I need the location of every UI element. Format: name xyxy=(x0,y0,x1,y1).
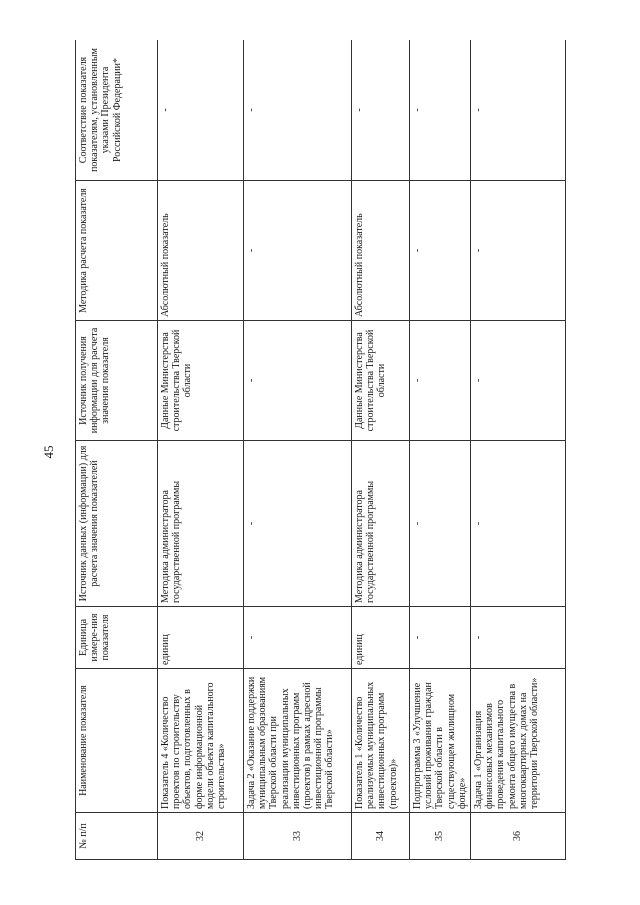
row-method: - xyxy=(470,181,565,321)
row-source-info: Данные Министерства строительства Тверской области xyxy=(352,321,410,441)
row-name: Показатель 1 «Количество реализуемых муниципальных инвестиционных программ (проектов)» xyxy=(352,669,410,813)
row-compliance: - xyxy=(158,40,244,181)
row-compliance: - xyxy=(244,40,352,181)
row-source-data: - xyxy=(470,441,565,607)
rotated-table-area xyxy=(75,40,615,860)
row-name: Подпрограмма 3 «Улучшение условий проживания граждан Тверской области в существующем жилищном фонде» xyxy=(410,669,471,813)
row-method: - xyxy=(244,181,352,321)
row-unit: - xyxy=(244,607,352,669)
row-source-info: Данные Министерства строительства Тверской области xyxy=(158,321,244,441)
table-rotator xyxy=(75,40,615,860)
header-compliance: Соответствие показателя показателям, установленным указами Президента Российской Федерации* xyxy=(76,40,158,181)
row-method: Абсолютный показатель xyxy=(352,181,410,321)
table-row xyxy=(158,40,244,860)
row-unit: единиц xyxy=(158,607,244,669)
row-source-data: Методика администратора государственной программы xyxy=(158,441,244,607)
row-source-info: - xyxy=(470,321,565,441)
table-row xyxy=(244,40,352,860)
row-num: 34 xyxy=(352,813,410,860)
row-source-data: Методика администратора государственной программы xyxy=(352,441,410,607)
page-number: 45 xyxy=(41,445,56,459)
row-unit: - xyxy=(410,607,471,669)
header-source-info: Источник получения информации для расчета значения показателя xyxy=(76,321,158,441)
row-num: 32 xyxy=(158,813,244,860)
header-unit: Единица измере-ния показателя xyxy=(76,607,158,669)
row-source-data: - xyxy=(244,441,352,607)
row-unit: единиц xyxy=(352,607,410,669)
row-compliance: - xyxy=(352,40,410,181)
row-name: Задача 1 «Организация финансовых механизмов проведения капитального ремонта общего имущества в многоквартирных домах на территории Тверской области» xyxy=(470,669,565,813)
row-unit: - xyxy=(470,607,565,669)
header-method: Методика расчета показателя xyxy=(76,181,158,321)
row-method: Абсолютный показатель xyxy=(158,181,244,321)
table-row xyxy=(410,40,471,860)
row-method: - xyxy=(410,181,471,321)
row-source-data: - xyxy=(410,441,471,607)
row-name: Показатель 4 «Количество проектов по строительству объектов, подготовленных в форме информационной модели объекта капитального строительства» xyxy=(158,669,244,813)
table-header-row xyxy=(76,40,158,860)
header-name: Наименование показателя xyxy=(76,669,158,813)
indicators-table xyxy=(75,40,566,860)
header-source-data: Источник данных (информации) для расчета значения показателей xyxy=(76,441,158,607)
row-source-info: - xyxy=(410,321,471,441)
table-row xyxy=(470,40,565,860)
row-num: 35 xyxy=(410,813,471,860)
header-num: № п/п xyxy=(76,813,158,860)
row-name: Задача 2 «Оказание поддержки муниципальным образованиям Тверской области при реализации муниципальных инвестиционных программ (проектов) в рамках адресной инвестиционной программы Тверской области» xyxy=(244,669,352,813)
row-num: 33 xyxy=(244,813,352,860)
row-compliance: - xyxy=(410,40,471,181)
row-compliance: - xyxy=(470,40,565,181)
row-num: 36 xyxy=(470,813,565,860)
row-source-info: - xyxy=(244,321,352,441)
table-row xyxy=(352,40,410,860)
